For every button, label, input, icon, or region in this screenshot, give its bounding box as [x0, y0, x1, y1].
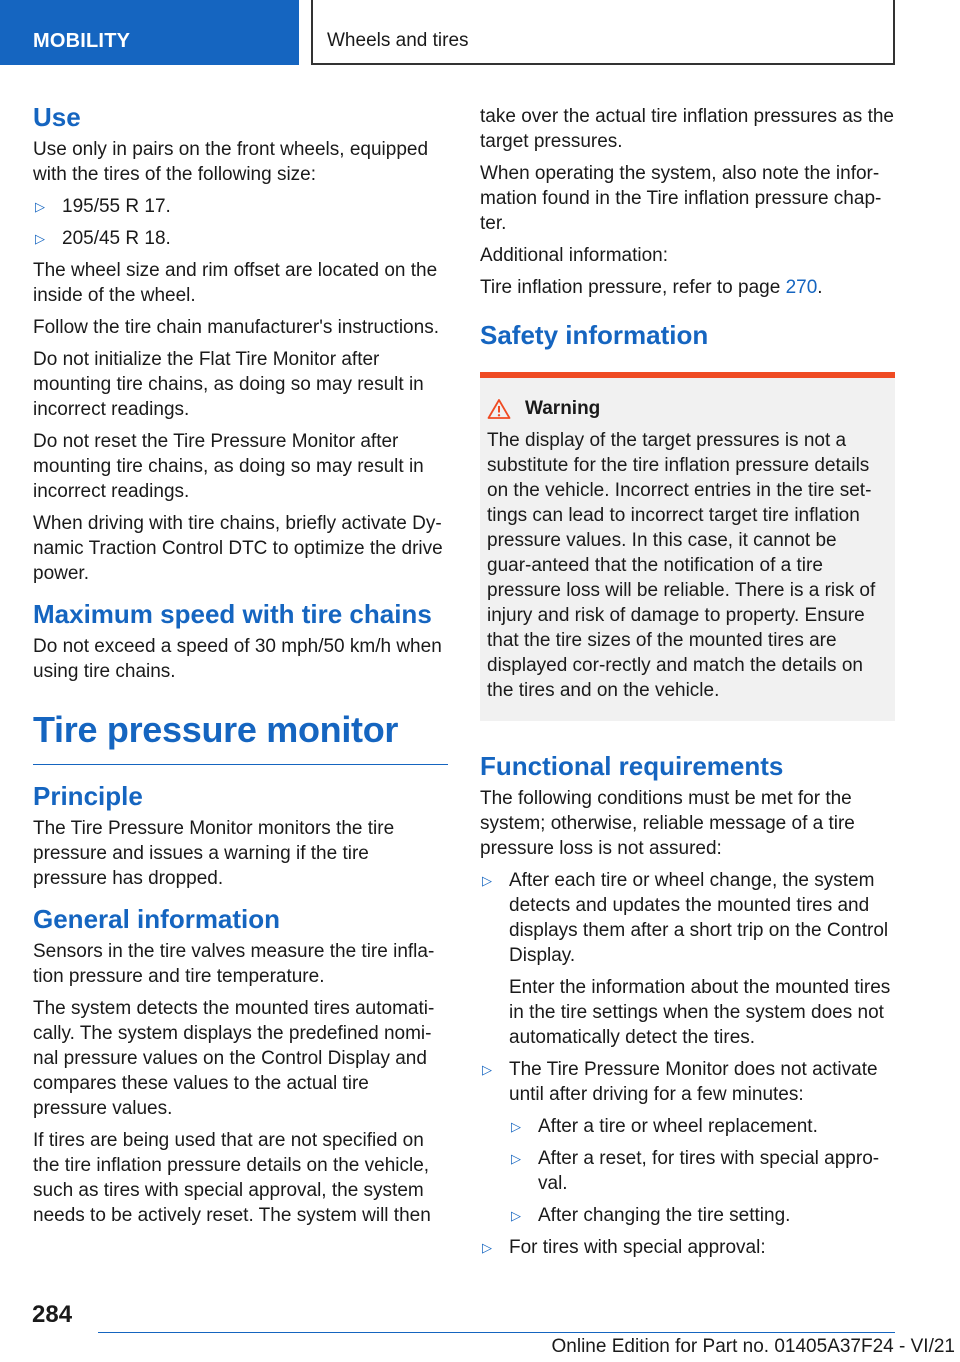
- page-number: 284: [32, 1301, 73, 1328]
- list-item: ▷ After each tire or wheel change, the system detects and updates the mounted tires and displays them after a short trip on the Control Display. Enter the information about the mounted tires in the tire settings when the system does not automatically detect the tires.: [480, 868, 895, 1050]
- warning-triangle-icon: [487, 398, 511, 420]
- tire-size-list: [33, 194, 448, 251]
- paragraph: Additional information:: [480, 245, 668, 266]
- warning-header: [487, 396, 883, 421]
- warning-text: The display of the target pressures is not a substitute for the tire inflation pressure details on the vehicle. Incorrect entries in the tire set-tings can lead to incorrect target tire inflation pressure values. In this case, it cannot be guar-anteed that the notification of a tire pressure loss will be reliable. There is a risk of injury and risk of damage to property. Ensure that the tire sizes of the mounted tires are displayed cor-rectly and match the details on the tires and on the vehicle.: [487, 430, 876, 701]
- chapter-title: Wheels and tires: [311, 0, 895, 65]
- paragraph: Follow the tire chain manufacturer's instructions.: [33, 317, 439, 338]
- use-intro: Use only in pairs on the front wheels, equipped with the tires of the following size:: [33, 139, 429, 185]
- list-item: ▷ After a tire or wheel replacement.: [511, 1116, 818, 1137]
- functional-intro: The following conditions must be met for the system; otherwise, reliable message of a tire pressure loss is not assured:: [480, 788, 855, 859]
- functional-heading: Functional requirements: [480, 751, 784, 781]
- triangle-bullet-icon: ▷: [482, 1240, 492, 1255]
- paragraph: Do not reset the Tire Pressure Monitor after mounting tire chains, as doing so may result in incorrect readings.: [33, 431, 424, 502]
- speed-text: Do not exceed a speed of 30 mph/50 km/h when using tire chains.: [33, 636, 442, 682]
- speed-heading: Maximum speed with tire chains: [33, 599, 432, 629]
- footer-divider: [98, 1332, 895, 1333]
- list-item: ▷ For tires with special approval:: [482, 1237, 766, 1258]
- list-item: ▷ The Tire Pressure Monitor does not activate until after driving for a few minutes: ▷ After a tire or wheel replacement. ▷ After a reset, for tires with special appro-val. ▷ After changing the tire setting.: [480, 1057, 895, 1228]
- principle-text: The Tire Pressure Monitor monitors the tire pressure and issues a warning if the tire pressure has dropped.: [33, 818, 395, 889]
- tpm-heading: Tire pressure monitor: [33, 706, 448, 765]
- triangle-bullet-icon: ▷: [482, 1062, 492, 1077]
- list-item: ▷ After changing the tire setting.: [511, 1205, 791, 1226]
- list-item: ▷ After a reset, for tires with special appro-val.: [511, 1148, 880, 1194]
- requirements-list: [480, 868, 895, 1260]
- principle-heading: Principle: [33, 781, 143, 811]
- page-link[interactable]: 270: [785, 277, 818, 298]
- paragraph: If tires are being used that are not specified on the tire inflation pressure details on the vehicle, such as tires with special approval, the system needs to be actively reset. The system will then: [33, 1130, 431, 1226]
- paragraph: When driving with tire chains, briefly activate Dy-namic Traction Control DTC to optimize the drive power.: [33, 513, 443, 584]
- warning-box: [480, 372, 895, 721]
- triangle-bullet-icon: ▷: [511, 1208, 521, 1223]
- triangle-bullet-icon: ▷: [35, 199, 45, 214]
- paragraph: Do not initialize the Flat Tire Monitor after mounting tire chains, as doing so may result in incorrect readings.: [33, 349, 424, 420]
- warning-title: Warning: [525, 398, 601, 419]
- safety-heading: Safety information: [480, 320, 709, 350]
- list-item: ▷ 195/55 R 17.: [35, 196, 171, 217]
- use-heading: Use: [33, 102, 81, 132]
- paragraph: take over the actual tire inflation pressures as the target pressures.: [480, 106, 895, 152]
- triangle-bullet-icon: ▷: [482, 873, 492, 888]
- triangle-bullet-icon: ▷: [35, 231, 45, 246]
- sub-list: [509, 1114, 895, 1228]
- page-reference: Tire inflation pressure, refer to page 270.: [480, 277, 823, 298]
- general-heading: General information: [33, 904, 281, 934]
- section-tab: MOBILITY: [0, 0, 299, 65]
- triangle-bullet-icon: ▷: [511, 1151, 521, 1166]
- left-column: [33, 100, 448, 1235]
- paragraph: The wheel size and rim offset are located on the inside of the wheel.: [33, 260, 438, 306]
- paragraph: The system detects the mounted tires automati-cally. The system displays the predefined nomi-nal pressure values on the Control Display and compares these values to the actual tire pressure values.: [33, 998, 435, 1119]
- list-item: ▷ 205/45 R 18.: [35, 228, 171, 249]
- right-column: [480, 104, 895, 1267]
- triangle-bullet-icon: ▷: [511, 1119, 521, 1134]
- paragraph: Sensors in the tire valves measure the tire infla-tion pressure and tire temperature.: [33, 941, 435, 987]
- paragraph: When operating the system, also note the infor-mation found in the Tire inflation pressure chap-ter.: [480, 163, 882, 234]
- footer-edition: Online Edition for Part no. 01405A37F24 - VI/21: [551, 1336, 955, 1357]
- list-item-note: Enter the information about the mounted tires in the tire settings when the system does not automatically detect the tires.: [509, 977, 891, 1048]
